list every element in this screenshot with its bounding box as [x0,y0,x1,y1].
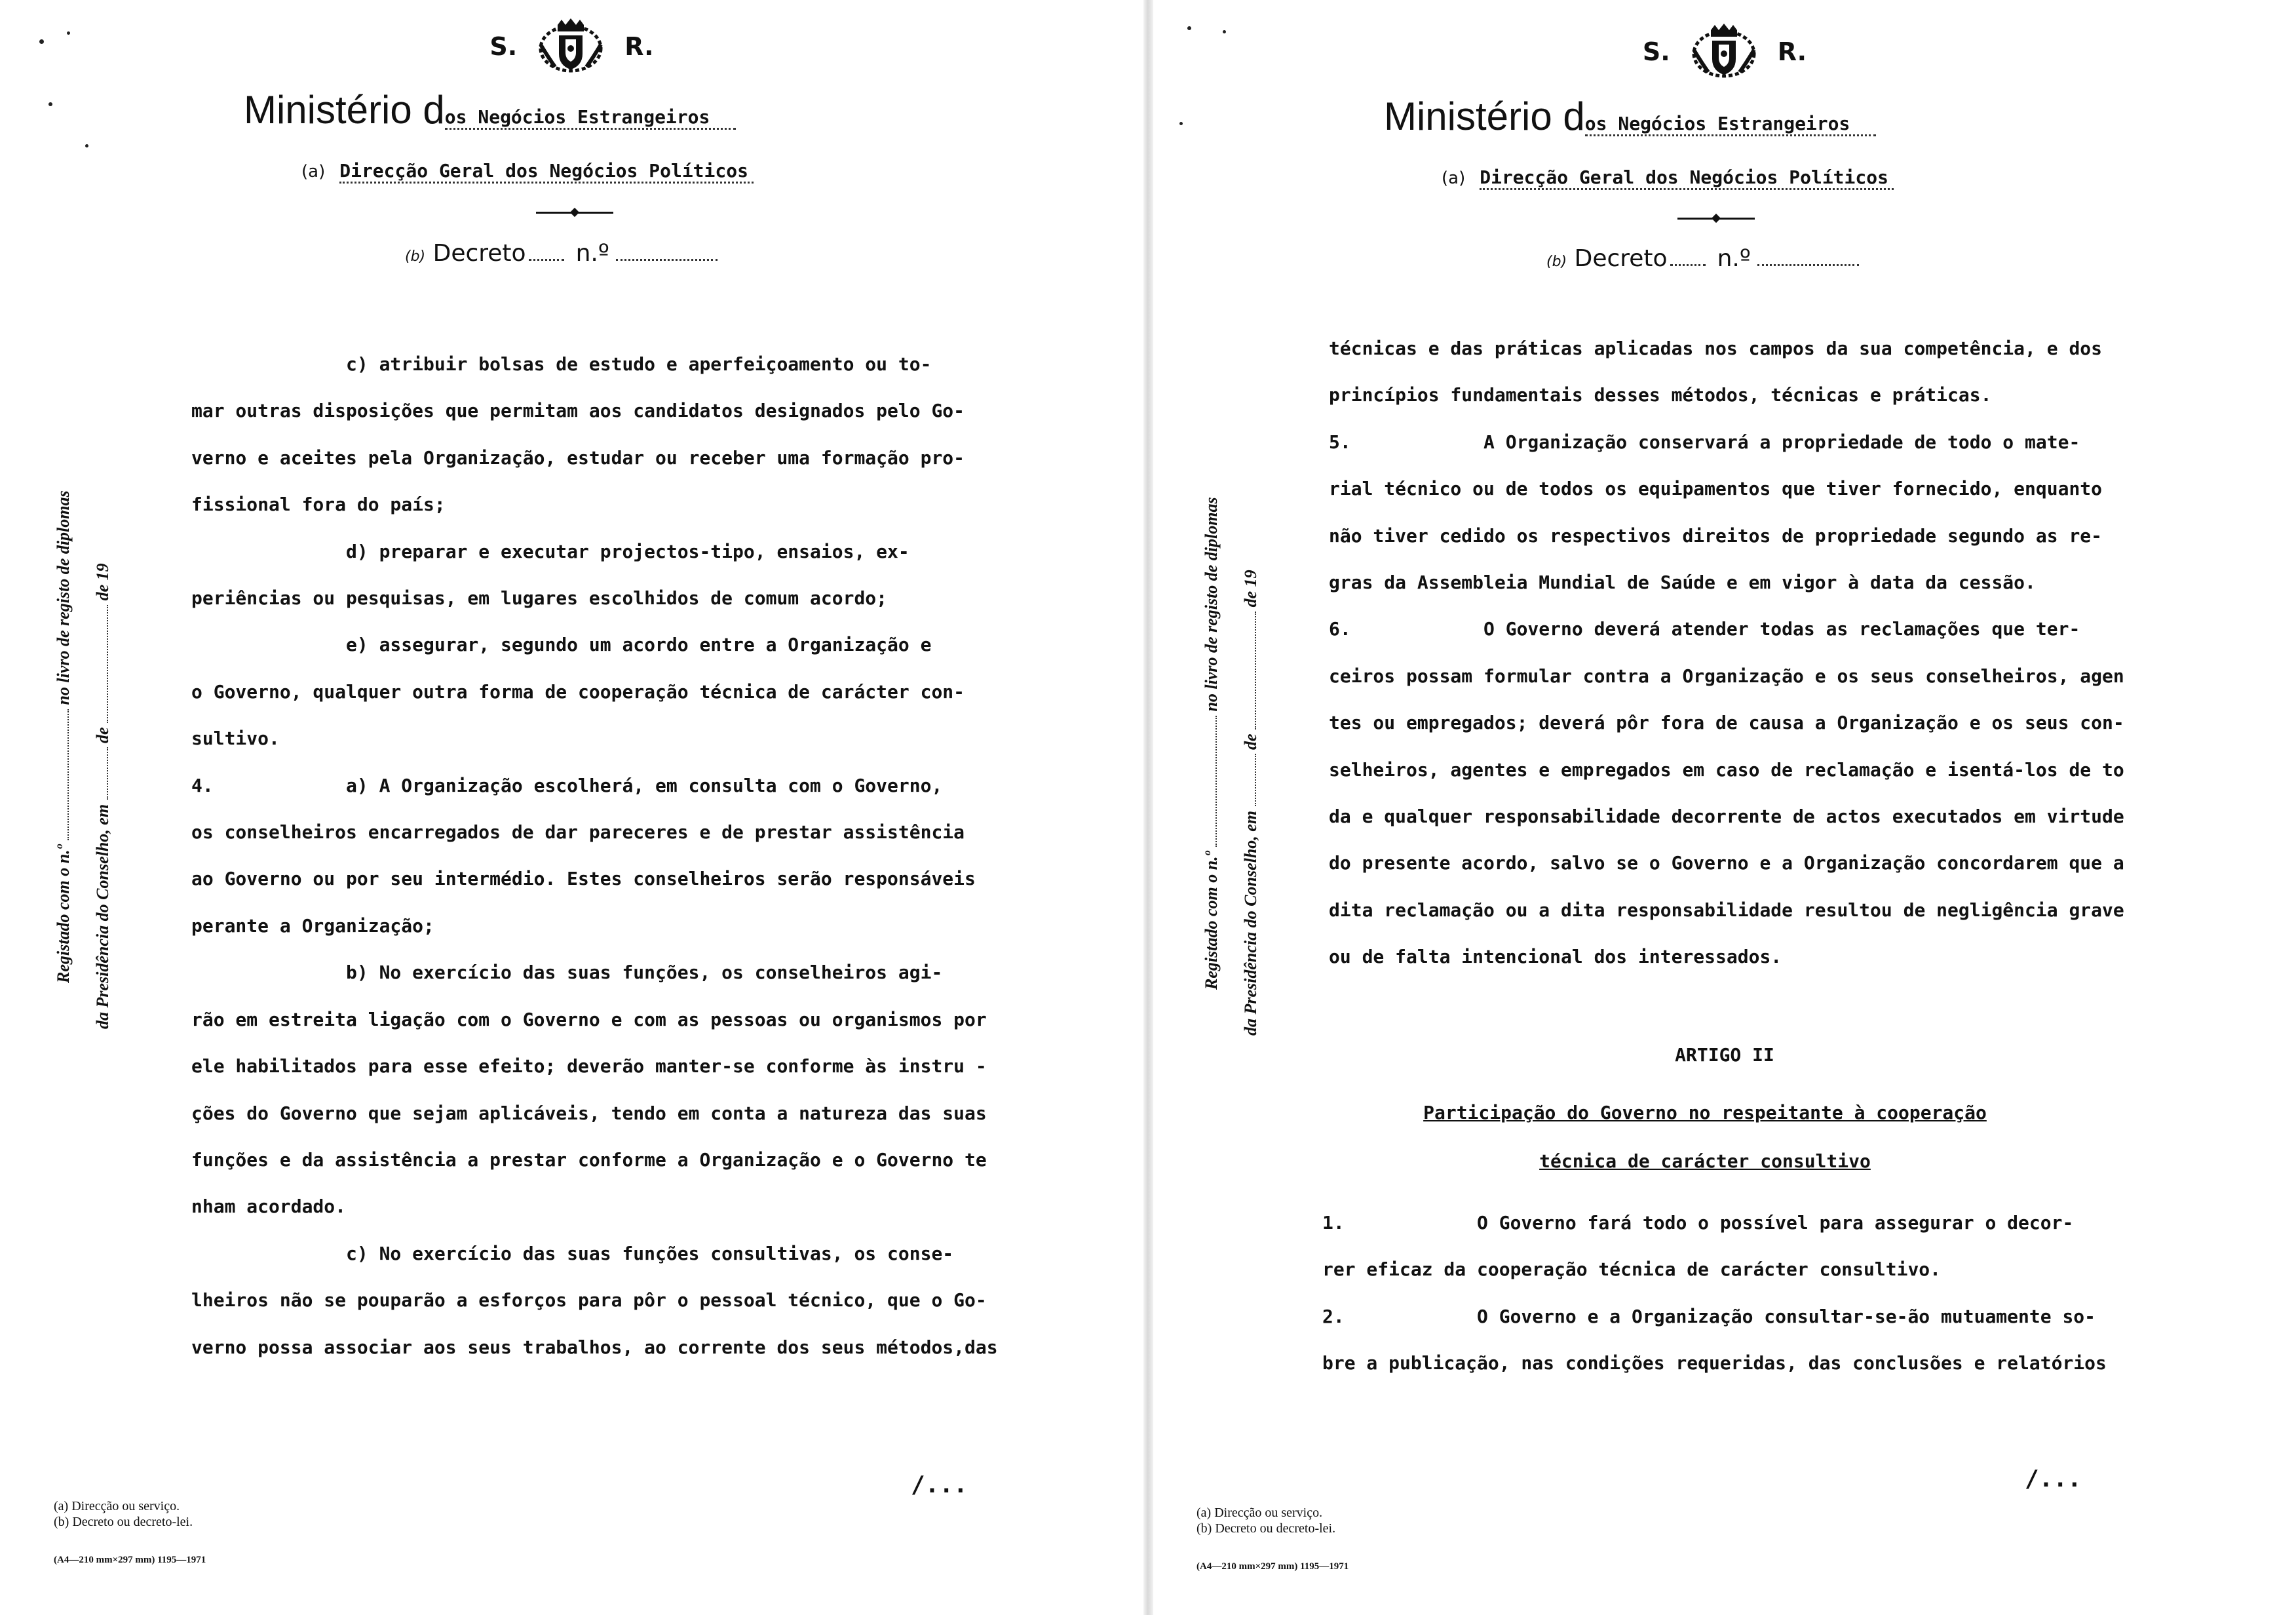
print-code: (A4—210 mm×297 mm) 1195—1971 [54,1555,206,1565]
text-line: ou de falta intencional dos interessados. [1329,946,1782,968]
text-line: 1. O Governo fará todo o possível para assegurar o decor- [1322,1212,2074,1234]
text-line: rão em estreita ligação com o Governo e com as pessoas ou organismos por [191,1008,987,1030]
left-body-text [191,341,998,1371]
text-line: ele habilitados para esse efeito; deverão manter-se conforme às instru - [191,1055,987,1078]
seal-right-letter: R. [624,32,654,61]
text-line: selheiros, agentes e empregados em caso de reclamação e isentá-los de to [1329,758,2124,781]
footnote-a: (a) Direcção ou serviço. [54,1499,180,1513]
text-line: sultivo. [191,728,280,750]
registry-margin-note-line1: Registado com o n.º no livro de registo de diplomas [1202,497,1221,990]
seal-header [0,18,1143,75]
left-page [0,0,1143,1615]
numero-label: n.º [575,240,609,267]
text-line: periências ou pesquisas, em lugares escolhidos de comum acordo; [191,587,888,610]
ministry-name-typed: os Negócios Estrangeiros [445,106,737,130]
text-line: 4. a) A Organização escolherá, em consulta com o Governo, [191,774,943,796]
numero-blank [1757,264,1859,266]
page-gutter [1143,0,1153,1615]
text-line: do presente acordo, salvo se o Governo e a Organização concordarem que a [1329,852,2124,874]
footnote-a: (a) Direcção ou serviço. [1196,1506,1323,1520]
text-line: ao Governo ou por seu intermédio. Estes conselheiros serão responsáveis [191,868,976,890]
direccao-line [301,160,754,182]
coat-of-arms-icon [535,18,606,75]
speck [1179,122,1183,125]
seal-left-letter: S. [489,32,518,61]
right-body-text [1329,325,2124,981]
text-line: 5. A Organização conservará a propriedade de todo o mate- [1329,431,2080,453]
speck [39,39,44,44]
text-line: 2. O Governo e a Organização consultar-se-ão mutuamente so- [1322,1305,2096,1327]
ministry-title [1384,94,1876,144]
text-line: rial técnico ou de todos os equipamentos que tiver fornecido, enquanto [1329,478,2103,500]
text-line: tes ou empregados; deverá pôr fora de causa a Organização e os seus con- [1329,712,2124,734]
text-line: ceiros possam formular contra a Organização e os seus conselheiros, agen [1329,665,2124,687]
text-line: d) preparar e executar projectos-tipo, ensaios, ex- [191,540,909,562]
numero-blank [616,259,718,261]
footnotes [54,1498,193,1530]
right-body-text-2 [1322,1199,2107,1387]
text-line: b) No exercício das suas funções, os conselheiros agi- [191,962,943,984]
direccao-line [1442,166,1894,188]
print-code: (A4—210 mm×297 mm) 1195—1971 [1196,1561,1349,1572]
ministry-prefix: Ministério d [1384,94,1585,138]
direccao-typed: Direcção Geral dos Negócios Políticos [1480,166,1894,190]
text-line: verno possa associar aos seus trabalhos, ao corrente dos seus métodos,das [191,1336,998,1358]
text-line: gras da Assembleia Mundial de Saúde e em vigor à data da cessão. [1329,572,2036,594]
decreto-marker: (b) [1546,254,1567,270]
text-line: não tiver cedido os respectivos direitos de propriedade segundo as re- [1329,524,2103,547]
text-line: os conselheiros encarregados de dar pareceres e de prestar assistência [191,821,965,844]
seal-right-letter: R. [1777,37,1807,66]
text-line: e) assegurar, segundo um acordo entre a Organização e [191,634,932,656]
ministry-name-typed: os Negócios Estrangeiros [1585,113,1877,136]
speck [1223,30,1226,33]
decreto-blank [1670,264,1706,266]
footnotes [1196,1505,1335,1536]
text-line: da e qualquer responsabilidade decorrente de actos executados em virtude [1329,806,2124,828]
artigo-title: ARTIGO II [1675,1044,1774,1066]
decreto-line [405,240,718,267]
seal-header [1153,24,2296,80]
continuation-mark: /... [2025,1466,2082,1492]
text-line: rer eficaz da cooperação técnica de carácter consultivo. [1322,1258,1942,1281]
text-line: o Governo, qualquer outra forma de cooperação técnica de carácter con- [191,680,965,703]
registry-margin-note-line2: da Presidência do Conselho, em de de 19 [93,563,112,1029]
text-line: ções do Governo que sejam aplicáveis, tendo em conta a natureza das suas [191,1102,987,1124]
decreto-label: Decreto [432,240,526,267]
registry-margin-note-line1: Registado com o n.º no livro de registo de diplomas [54,490,73,983]
ministry-prefix: Ministério d [244,88,445,132]
text-line: lheiros não se pouparão a esforços para pôr o pessoal técnico, que o Go- [191,1289,987,1312]
speck [1187,26,1191,30]
text-line: nham acordado. [191,1196,347,1218]
text-line: c) No exercício das suas funções consultivas, os conse- [191,1242,954,1264]
continuation-mark: /... [911,1471,968,1498]
ministry-title [244,90,736,137]
footnote-b: (b) Decreto ou decreto-lei. [54,1515,193,1529]
decreto-line [1546,245,1859,272]
text-line: c) atribuir bolsas de estudo e aperfeiçoamento ou to- [191,353,932,375]
text-line: perante a Organização; [191,914,434,937]
seal-left-letter: S. [1642,37,1670,66]
text-line: verno e aceites pela Organização, estudar ou receber uma formação pro- [191,446,965,469]
direccao-typed: Direcção Geral dos Negócios Políticos [339,160,754,184]
artigo-subtitle-2: técnica de carácter consultivo [1539,1150,1871,1172]
ornament-divider [536,212,613,214]
registry-margin-note-line2: da Presidência do Conselho, em de de 19 [1241,570,1260,1036]
artigo-heading [1153,1036,2296,1181]
text-line: dita reclamação ou a dita responsabilidade resultou de negligência grave [1329,899,2124,921]
coat-of-arms-icon [1689,24,1759,80]
ornament-divider [1677,218,1755,220]
numero-label: n.º [1717,245,1751,272]
decreto-blank [529,259,564,261]
speck [67,31,70,35]
footnote-b: (b) Decreto ou decreto-lei. [1196,1521,1336,1536]
right-page [1153,0,2296,1615]
speck [85,144,88,147]
direccao-marker: (a) [1442,168,1466,188]
text-line: funções e da assistência a prestar conforme a Organização e o Governo te [191,1148,987,1171]
text-line: técnicas e das práticas aplicadas nos campos da sua competência, e dos [1329,338,2103,359]
decreto-marker: (b) [405,248,426,265]
speck [48,102,52,106]
text-line: 6. O Governo deverá atender todas as reclamações que ter- [1329,618,2080,640]
text-line: mar outras disposições que permitam aos candidatos designados pelo Go- [191,400,965,422]
decreto-label: Decreto [1574,245,1668,272]
artigo-subtitle-1: Participação do Governo no respeitante à cooperação [1423,1102,1987,1123]
text-line: princípios fundamentais desses métodos, técnicas e práticas. [1329,384,1992,406]
text-line: fissional fora do país; [191,494,446,516]
direccao-marker: (a) [301,162,326,182]
text-line: bre a publicação, nas condições requeridas, das conclusões e relatórios [1322,1352,2107,1374]
